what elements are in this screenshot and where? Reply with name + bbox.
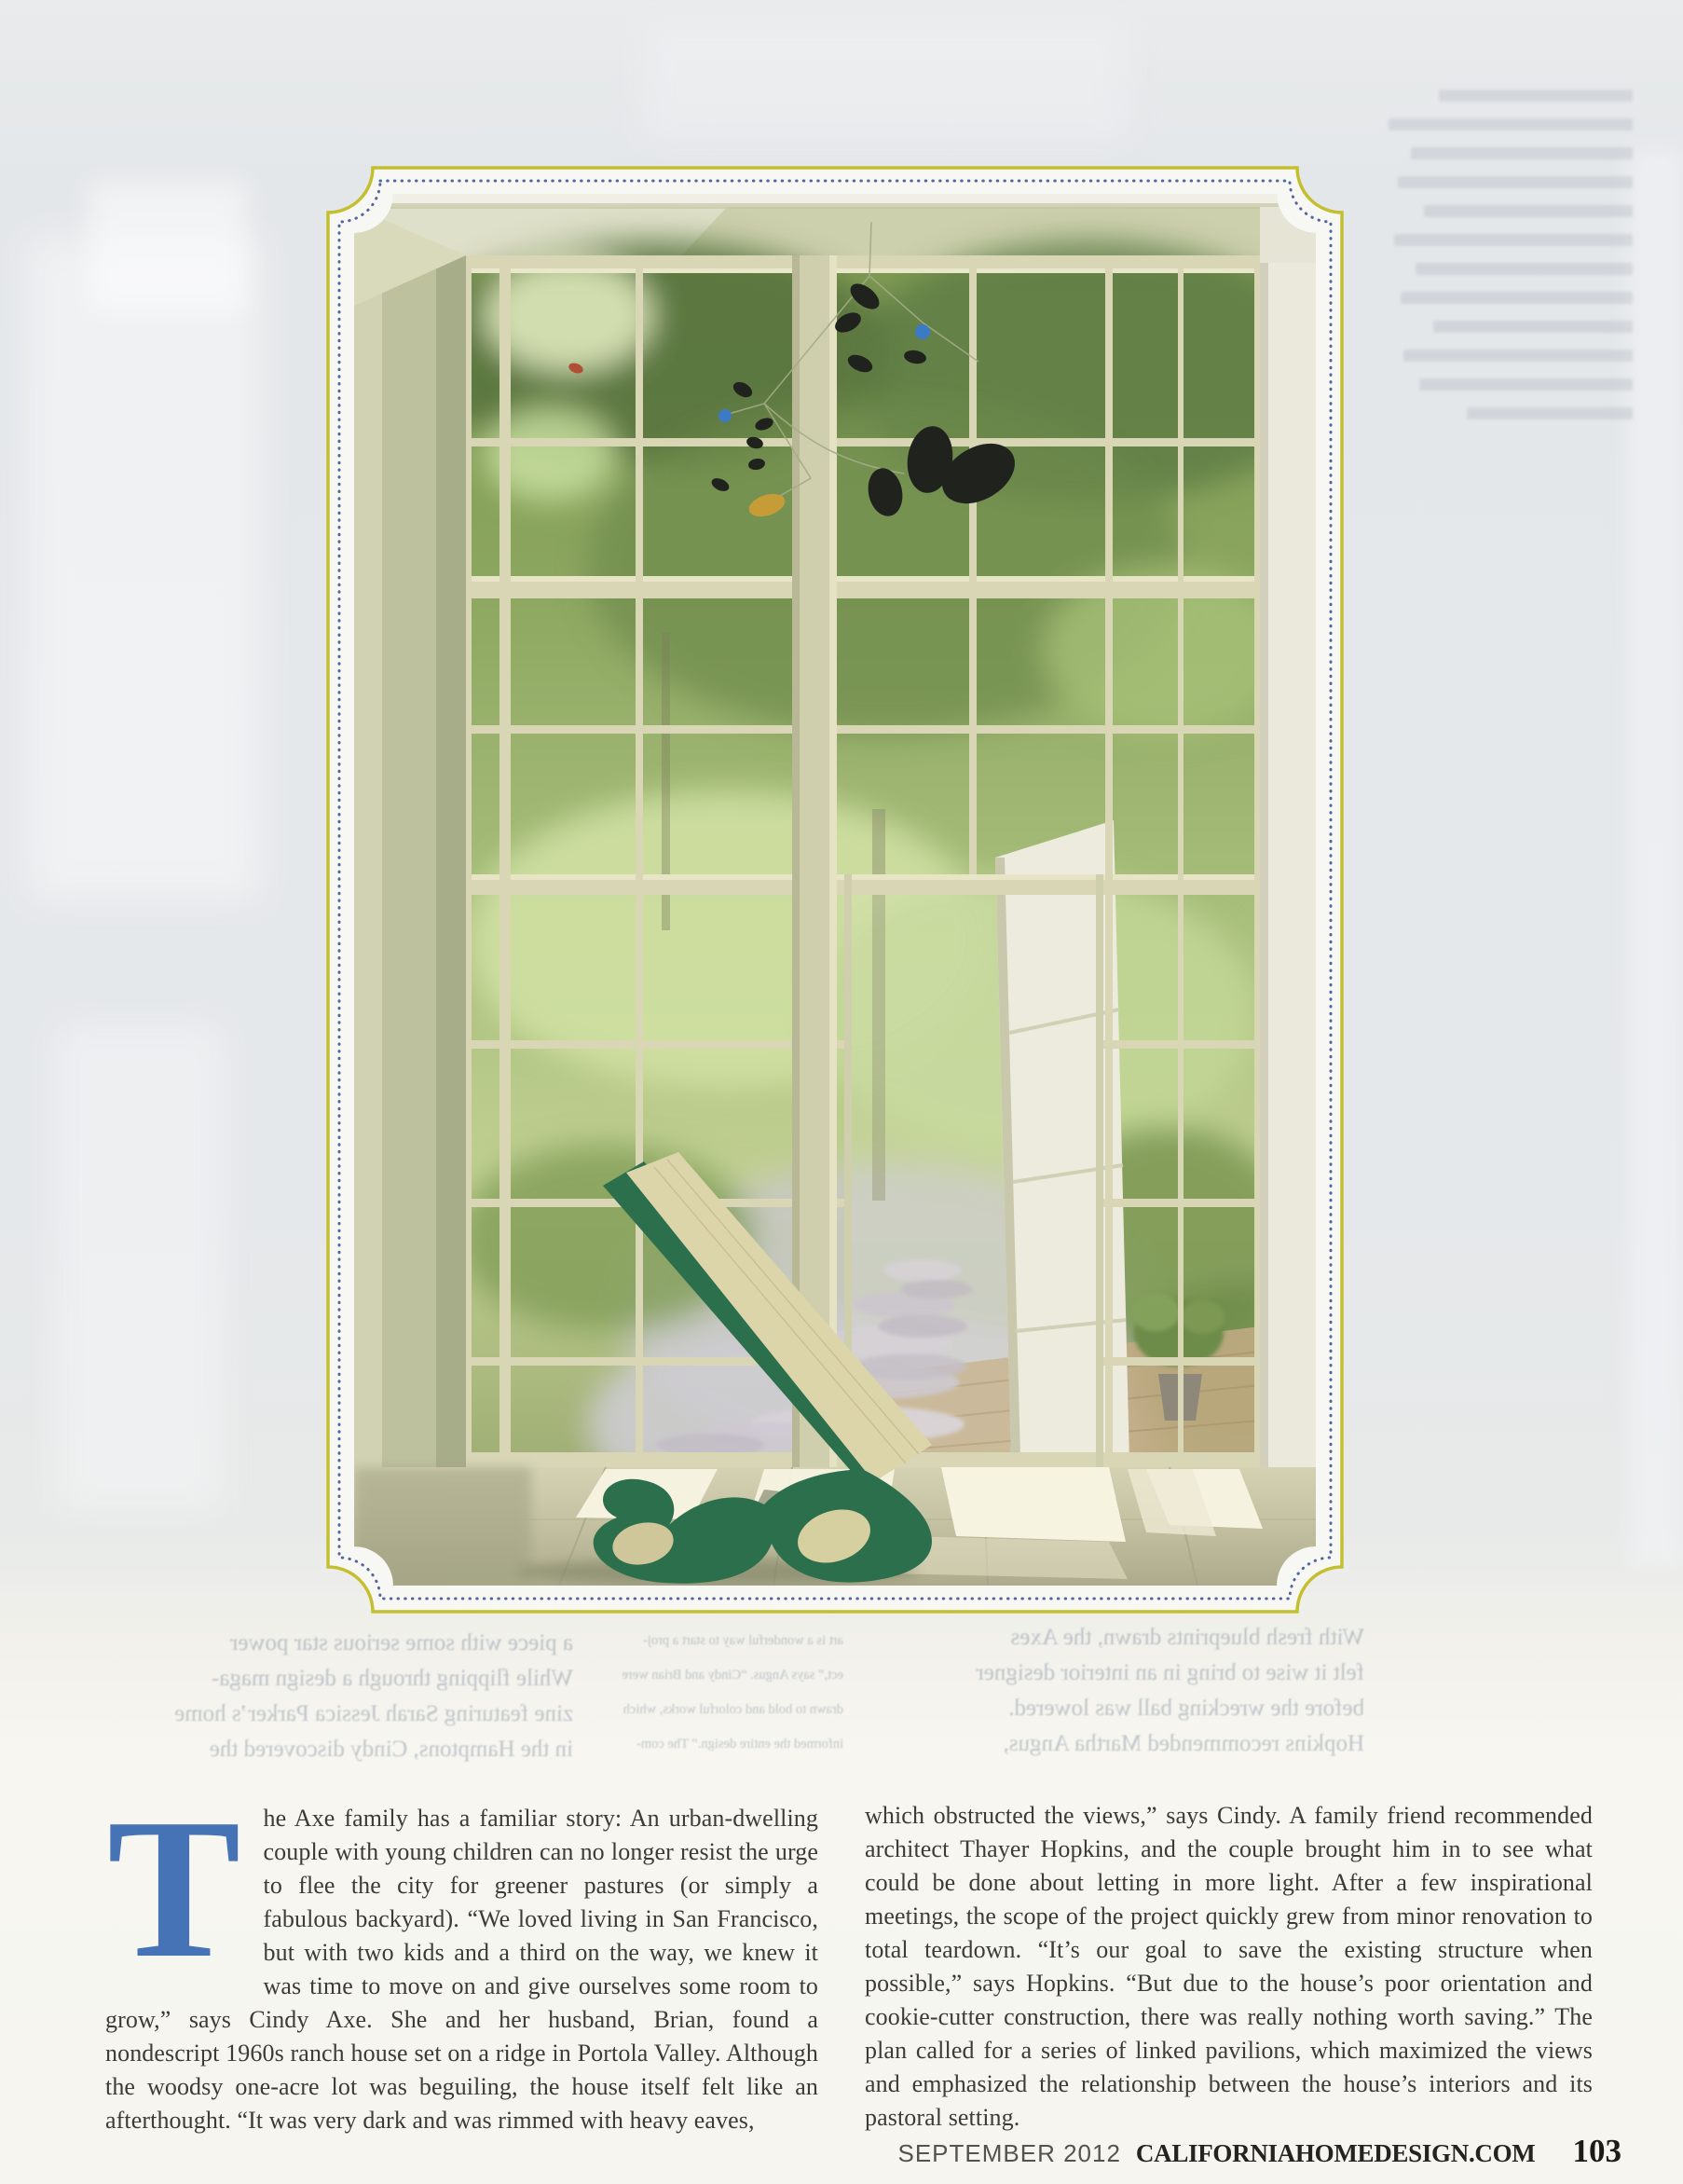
footer-website: CALIFORNIAHOMEDESIGN.COM	[1135, 2139, 1536, 2167]
ghost-line: drawn to bold and colorful works, which	[623, 1702, 843, 1717]
ghost-line: a piece with some serious star power	[230, 1630, 573, 1655]
drop-cap: T	[107, 1777, 241, 1999]
showthrough-shape	[56, 1025, 224, 1510]
footer-page-number: 103	[1572, 2133, 1621, 2169]
showthrough-shape	[1629, 149, 1683, 1566]
article-text-right: which obstructed the views,” says Cindy. A family friend recommended architect Thayer Hopkins, and the couple brought him in to see what could be done about letting in more light. After a few inspirational meetings, the scope of the project quickly grew from minor renovation to total teardown. “It’s our goal to save the existing structure when possible,” says Hopkins. “But due to the house’s poor orientation and cookie-cutter construction, there was really nothing worth saving.” The plan called for a series of linked pavilions, which maximized the views and emphasized the relationship between the house’s interiors and its pastoral setting.	[865, 1802, 1593, 2131]
ghost-line: While flipping through a design maga-	[211, 1666, 573, 1691]
article-column-left	[105, 1777, 818, 2137]
ghost-line: before the wrecking ball was lowered.	[1008, 1696, 1364, 1721]
showthrough-shape	[643, 19, 1128, 140]
ghost-line: in the Hamptons, Cindy discovered the	[209, 1737, 573, 1762]
showthrough-shape	[28, 238, 261, 900]
ghost-text-block-left	[93, 1626, 573, 1767]
ghost-text-block-middle	[598, 1624, 843, 1762]
ghost-line: With fresh blueprints drawn, the Axes	[1010, 1625, 1364, 1650]
footer-issue-date: SEPTEMBER 2012	[897, 2139, 1121, 2167]
ghost-line: informed the entire design.” The com-	[636, 1737, 843, 1751]
ghost-line: felt it wise to bring in an interior designer	[976, 1660, 1364, 1685]
ghost-line: ect,” says Angus. “Cindy and Brian were	[622, 1668, 843, 1683]
article-column-right	[865, 1799, 1593, 2135]
photo-scene	[354, 194, 1344, 1586]
showthrough-text-lines	[1353, 89, 1633, 518]
article-text-left: he Axe family has a familiar story: An urban-dwelling couple with young children can no longer resist the urge to flee the city for greener pastures (or simply a fabulous backyard). “We loved living in San Francisco, but with two kids and a third on the way, we knew it was time to move on and give ourselves some room to grow,” says Cindy Axe. She and her husband, Brian, found a nondescript 1960s ranch house set on a ridge in Portola Valley. Although the woodsy one-acre lot was beguiling, the house itself felt like an afterthought. “It was very dark and was rimmed with heavy eaves,	[105, 1805, 818, 2134]
mobile-blue-dot	[915, 324, 930, 339]
left-wall	[354, 207, 466, 1586]
showthrough-shape	[89, 182, 247, 312]
framed-photo	[326, 166, 1344, 1614]
photo-illustration	[326, 166, 1344, 1614]
page-footer	[897, 2133, 1621, 2170]
ghost-line: Hopkins recommended Martha Angus,	[1003, 1731, 1364, 1756]
ghost-line: zine featuring Sarah Jessica Parker’s home	[174, 1701, 573, 1726]
open-door	[848, 820, 1129, 1462]
ghost-line: art is a wonderful way to start a proj-	[642, 1633, 843, 1648]
right-wall	[1260, 207, 1316, 1467]
mobile-blue-dot	[718, 409, 732, 422]
ghost-text-block-right	[915, 1620, 1364, 1762]
